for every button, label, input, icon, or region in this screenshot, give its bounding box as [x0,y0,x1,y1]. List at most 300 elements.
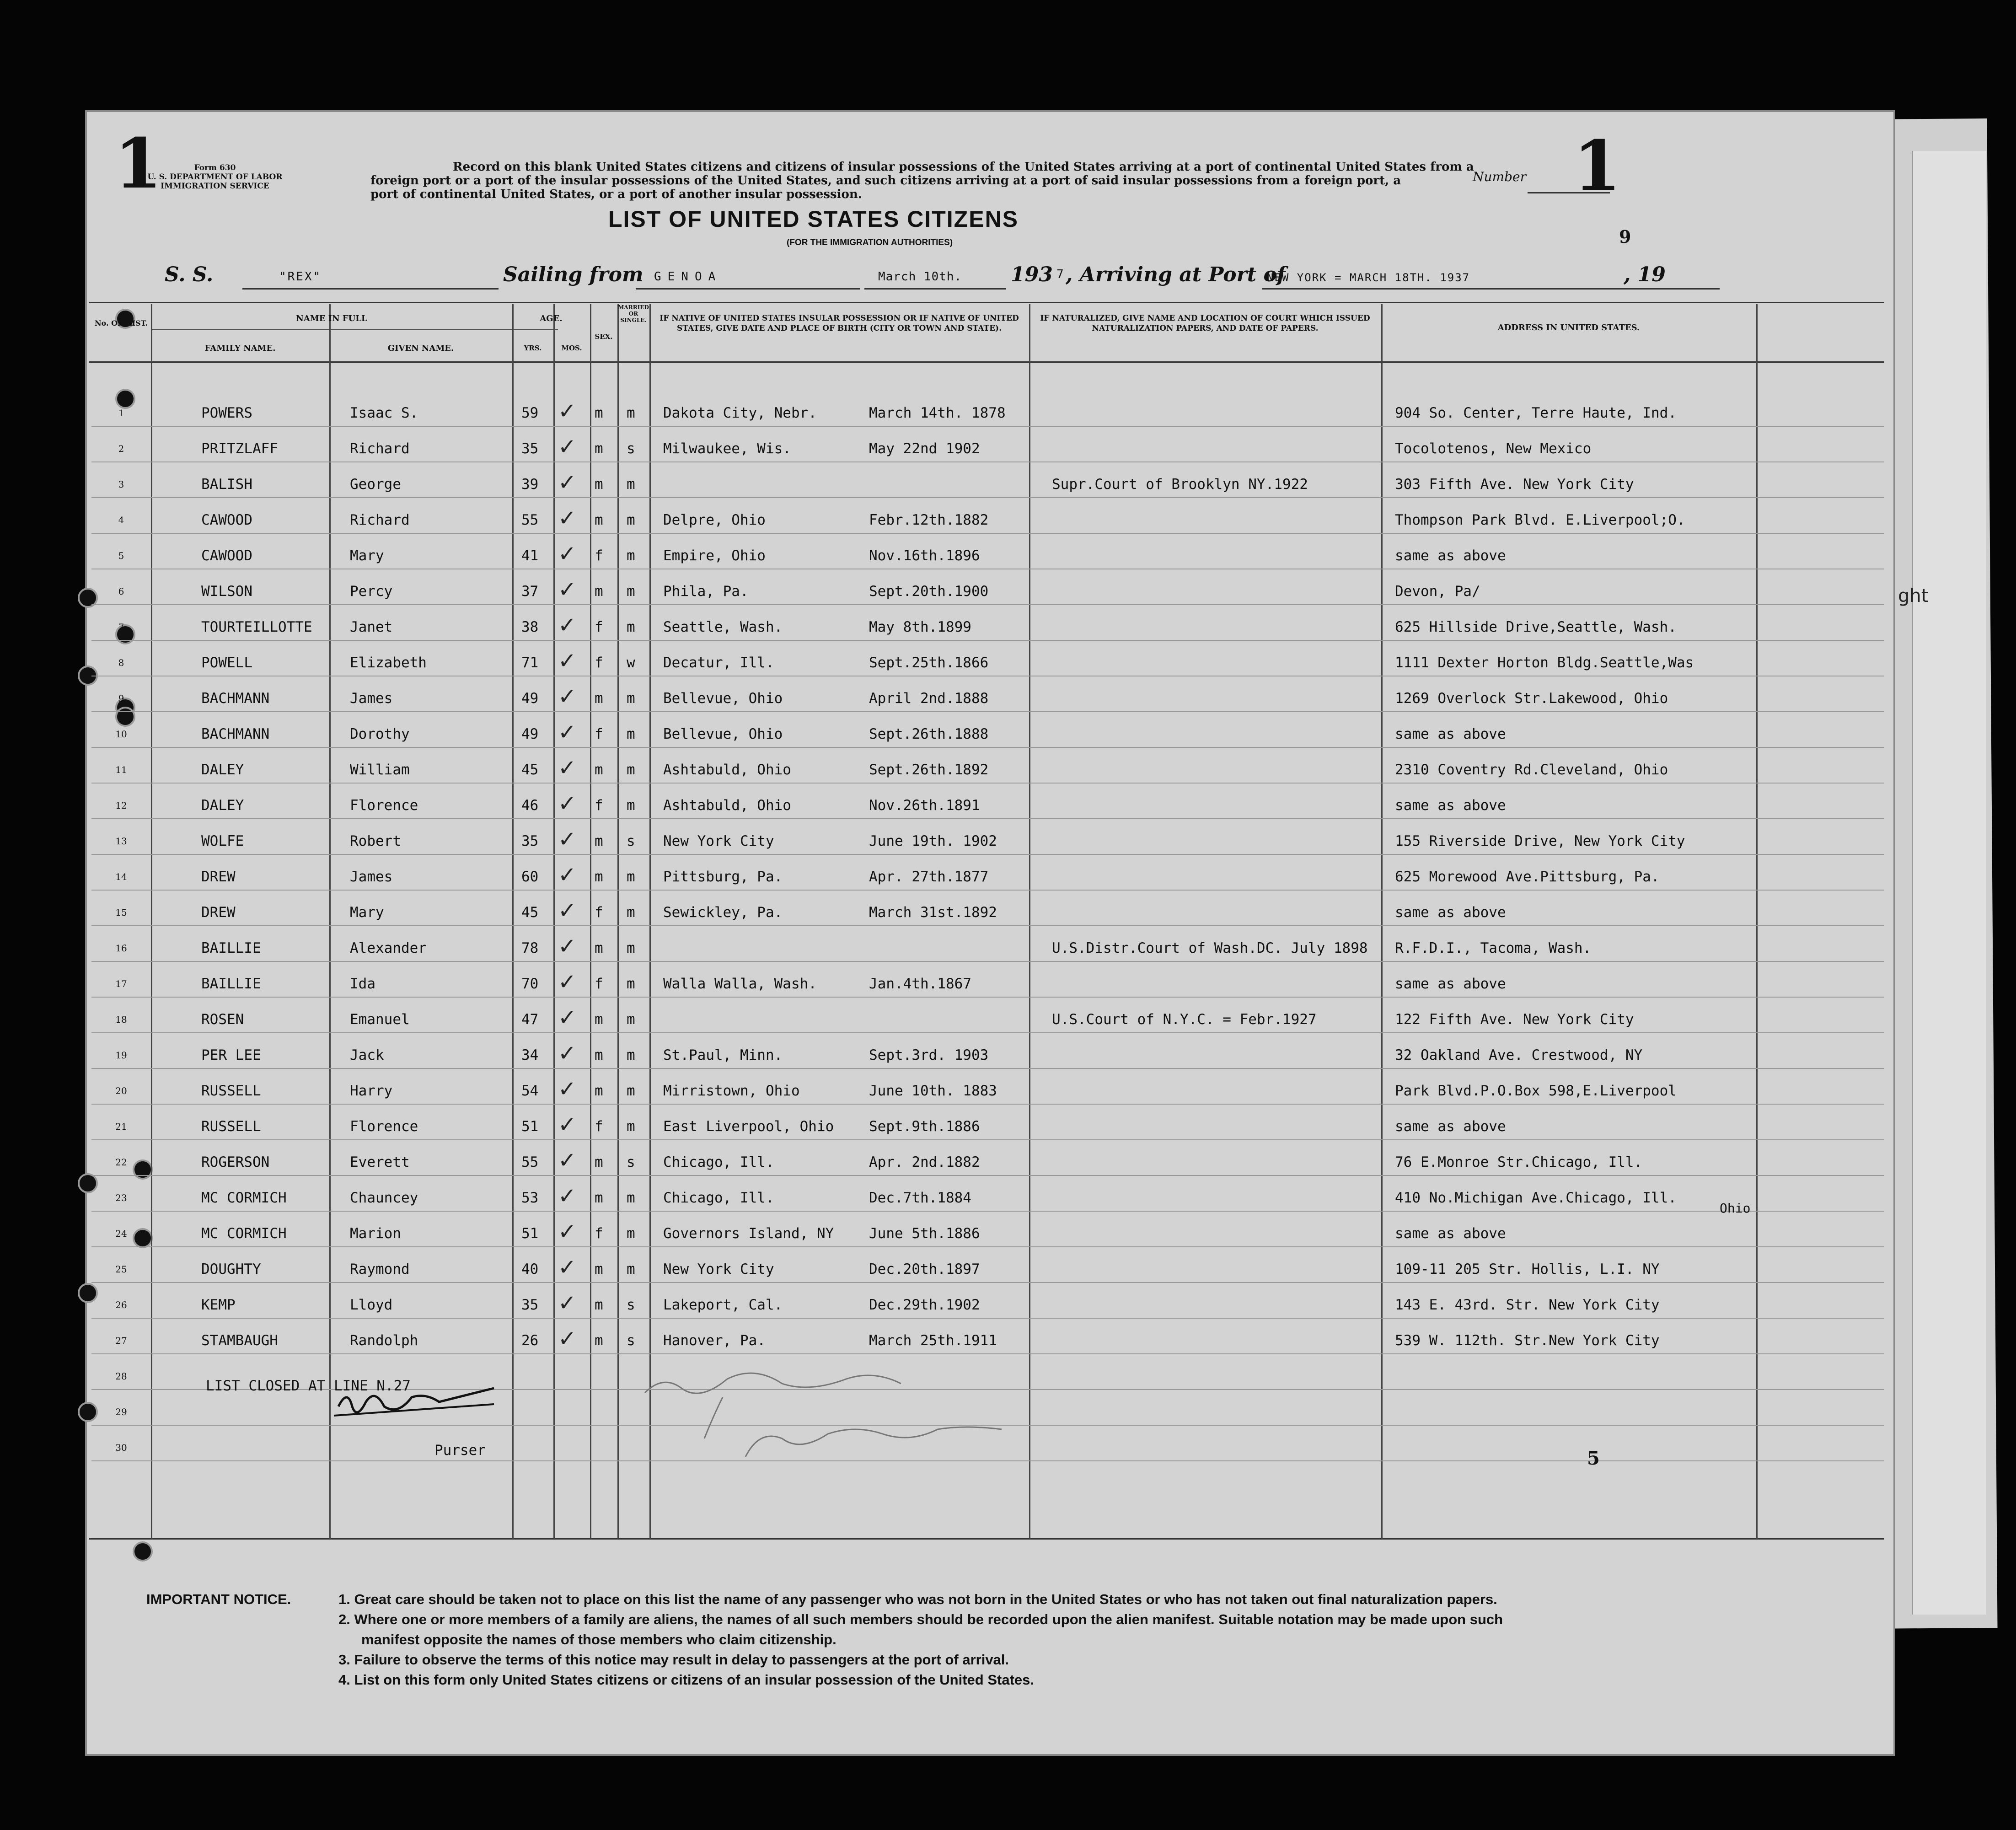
purser-signature [329,1379,503,1425]
cell-age: 51 [521,1118,539,1135]
cell-address: same as above [1395,797,1506,814]
cell-address: 76 E.Monroe Str.Chicago, Ill. [1395,1154,1643,1170]
cell-family: ROGERSON [201,1154,270,1170]
cell-date: Nov.26th.1891 [869,797,980,814]
intro-text [370,160,1514,201]
row-number: 15 [115,907,127,918]
cell-family: KEMP [201,1297,236,1313]
cell-address: 1269 Overlock Str.Lakewood, Ohio [1395,690,1668,707]
cell-address: 625 Hillside Drive,Seattle, Wash. [1395,619,1677,635]
check-mark-icon: ✓ [558,541,577,567]
cell-sex: f [595,726,603,742]
cell-family: ROSEN [201,1011,244,1028]
check-mark-icon: ✓ [558,612,577,638]
cell-family: MC CORMICH [201,1190,287,1206]
cell-given: Ida [350,976,375,992]
cell-ms: m [627,512,635,528]
cell-given: Harry [350,1083,393,1099]
cell-sex: m [595,762,603,778]
cell-given: William [350,762,410,778]
cell-ms: m [627,976,635,992]
cell-age: 51 [521,1225,539,1242]
cell-ms: m [627,940,635,956]
number-value: 1 [1573,126,1621,206]
cell-date: March 25th.1911 [869,1332,997,1349]
row-rule [91,1068,1884,1069]
row-rule [91,1246,1884,1247]
cell-ms: s [627,440,635,457]
cell-address: 2310 Coventry Rd.Cleveland, Ohio [1395,762,1668,778]
cell-given: George [350,476,401,493]
cell-family: BACHMANN [201,726,270,742]
ss-label: S. S. [165,263,214,286]
cell-sex: m [595,583,603,600]
cell-family: BAILLIE [201,976,261,992]
row-rule [91,711,1884,712]
ship-name: "REX" [279,270,322,284]
row-rule [91,497,1884,498]
cell-ms: m [627,1083,635,1099]
cell-given: James [350,690,393,707]
cell-place: New York City [663,833,774,849]
cell-given: Chauncey [350,1190,418,1206]
cell-date: May 8th.1899 [869,619,971,635]
col-header-birth: IF NATIVE OF UNITED STATES INSULAR POSSESSION OR IF NATIVE OF UNITED STATES, GIVE DATE AND PLACE OF BIRTH (CITY OR TOWN AND STATE). [659,314,1019,333]
col-header-no: No. ON LIST. [95,319,148,327]
notice-item: 1. Great care should be taken not to place on this list the name of any passenger who was not born in the United States or who has not taken out final naturalization papers. [338,1591,1497,1607]
cell-age: 70 [521,976,539,992]
cell-family: DALEY [201,797,244,814]
cell-date: Sept.26th.1892 [869,762,989,778]
cell-ms: m [627,797,635,814]
check-mark-icon: ✓ [558,648,577,674]
check-mark-icon: ✓ [558,434,577,460]
cell-given: Mary [350,904,384,921]
sail-date: March 10th. [878,270,962,284]
cell-given: Marion [350,1225,401,1242]
cell-date: March 14th. 1878 [869,405,1006,421]
cell-date: June 10th. 1883 [869,1083,997,1099]
cell-given: Everett [350,1154,410,1170]
cell-place: Bellevue, Ohio [663,690,783,707]
form-line: U. S. DEPARTMENT OF LABOR [147,172,283,182]
row-number: 24 [115,1228,127,1239]
cell-family: STAMBAUGH [201,1332,278,1349]
row-number: 21 [115,1121,127,1132]
col-header-mos: MOS. [561,344,582,352]
cell-family: DOUGHTY [201,1261,261,1277]
col-header-naturalized: IF NATURALIZED, GIVE NAME AND LOCATION OF COURT WHICH ISSUED NATURALIZATION PAPERS, AND DATE OF PAPERS. [1040,314,1370,333]
cell-sex: m [595,690,603,707]
notice-item: 4. List on this form only United States citizens or citizens of an insular possession of the United States. [338,1672,1034,1688]
notice-item: 3. Failure to observe the terms of this notice may result in delay to passengers at the port of arrival. [338,1652,1009,1668]
sailing-label: Sailing from [503,263,643,286]
row-number: 10 [115,729,127,740]
cell-place: Empire, Ohio [663,547,766,564]
cell-ms: m [627,619,635,635]
cell-age: 37 [521,583,539,600]
cell-address: 1111 Dexter Horton Bldg.Seattle,Was [1395,655,1694,671]
cell-address: same as above [1395,904,1506,921]
cell-family: DREW [201,904,236,921]
cell-place: Ashtabuld, Ohio [663,797,791,814]
cell-given: Robert [350,833,401,849]
row-number: 17 [115,978,127,989]
cell-place: Phila, Pa. [663,583,749,600]
cell-age: 59 [521,405,539,421]
row-rule [91,890,1884,891]
cell-ms: s [627,833,635,849]
row-number: 3 [118,479,124,490]
cell-given: Isaac S. [350,405,418,421]
cell-date: March 31st.1892 [869,904,997,921]
cell-place: Bellevue, Ohio [663,726,783,742]
date-underline [864,288,1006,290]
cell-ms: m [627,476,635,493]
cell-date: Apr. 2nd.1882 [869,1154,980,1170]
check-mark-icon: ✓ [558,898,577,923]
cell-given: Lloyd [350,1297,393,1313]
row-number: 11 [115,764,127,775]
cell-address: R.F.D.I., Tacoma, Wash. [1395,940,1592,956]
cell-sex: f [595,797,603,814]
cell-ms: m [627,1118,635,1135]
cell-address: 303 Fifth Ave. New York City [1395,476,1634,493]
cell-sex: m [595,1297,603,1313]
row-number: 29 [115,1406,127,1417]
cell-place: Chicago, Ill. [663,1154,774,1170]
cell-given: Jack [350,1047,384,1063]
check-mark-icon: ✓ [558,1219,577,1245]
cell-date: Sept.26th.1888 [869,726,989,742]
cell-family: CAWOOD [201,547,252,564]
cell-place: Delpre, Ohio [663,512,766,528]
check-mark-icon: ✓ [558,684,577,709]
cell-place: New York City [663,1261,774,1277]
row-rule [91,604,1884,605]
page-count: 5 [1587,1448,1600,1469]
arrival-info: NEW YORK = MARCH 18TH. 1937 [1267,271,1470,284]
cell-sex: m [595,1332,603,1349]
cell-sex: f [595,619,603,635]
cell-address: 32 Oakland Ave. Crestwood, NY [1395,1047,1643,1063]
cell-family: DREW [201,869,236,885]
cell-date: Sept.3rd. 1903 [869,1047,989,1063]
cell-ms: m [627,1011,635,1028]
cell-address: 122 Fifth Ave. New York City [1395,1011,1634,1028]
check-mark-icon: ✓ [558,862,577,888]
cell-address: 155 Riverside Drive, New York City [1395,833,1685,849]
row-number: 9 [118,693,124,704]
cell-sex: m [595,405,603,421]
cell-given: Janet [350,619,393,635]
cell-family: BAILLIE [201,940,261,956]
row-rule [91,925,1884,926]
intro-line: foreign port or a port of the insular possessions of the United States, and such citizens arriving at a port of said insular possessions from a foreign port, a [370,174,1401,188]
cell-date: Apr. 27th.1877 [869,869,989,885]
check-mark-icon: ✓ [558,577,577,602]
check-mark-icon: ✓ [558,1148,577,1173]
row-number: 23 [115,1192,127,1203]
ship-underline [242,288,499,290]
address-note: Ohio [1720,1201,1751,1216]
cell-age: 55 [521,1154,539,1170]
row-number: 7 [118,622,124,633]
cell-address: same as above [1395,1225,1506,1242]
cell-place: Sewickley, Pa. [663,904,783,921]
cell-date: April 2nd.1888 [869,690,989,707]
intro-line: port of continental United States, or a port of another insular possession. [370,188,862,201]
row-rule [91,818,1884,819]
cell-date: May 22nd 1902 [869,440,980,457]
edge-text: ght [1898,585,1929,606]
year-digit: 7 [1056,268,1065,281]
check-mark-icon: ✓ [558,398,577,424]
check-mark-icon: ✓ [558,470,577,495]
notice-item: manifest opposite the names of those members who claim citizenship. [361,1631,836,1648]
cell-given: Mary [350,547,384,564]
cell-place: Governors Island, NY [663,1225,834,1242]
row-rule [91,1318,1884,1319]
cell-address: Thompson Park Blvd. E.Liverpool;O. [1395,512,1685,528]
cell-family: PRITZLAFF [201,440,278,457]
cell-place: Mirristown, Ohio [663,1083,800,1099]
cell-nat: U.S.Distr.Court of Wash.DC. July 1898 [1052,940,1368,956]
page-title: LIST OF UNITED STATES CITIZENS [608,206,1019,232]
cell-date: Jan.4th.1867 [869,976,971,992]
cell-age: 47 [521,1011,539,1028]
row-rule [91,1282,1884,1283]
row-number: 22 [115,1157,127,1168]
cell-age: 71 [521,655,539,671]
important-notice [146,1589,1839,1690]
cell-address: same as above [1395,976,1506,992]
cell-place: Milwaukee, Wis. [663,440,791,457]
row-rule [91,1139,1884,1140]
cell-ms: m [627,547,635,564]
cell-sex: f [595,1225,603,1242]
intro-line: Record on this blank United States citizens and citizens of insular possessions of the United States arriving at a port of continental United States from a [453,160,1474,174]
row-rule [91,1175,1884,1176]
check-mark-icon: ✓ [558,1326,577,1352]
year-printed: 193 [1011,263,1053,286]
cell-date: Sept.20th.1900 [869,583,989,600]
check-mark-icon: ✓ [558,934,577,959]
name-age-subline [151,329,558,330]
cell-given: Alexander [350,940,427,956]
cell-nat: U.S.Court of N.Y.C. = Febr.1927 [1052,1011,1317,1028]
page-subtitle: (FOR THE IMMIGRATION AUTHORITIES) [787,238,953,247]
cell-sex: m [595,1011,603,1028]
cell-age: 41 [521,547,539,564]
cell-given: James [350,869,393,885]
row-rule [91,1104,1884,1105]
cell-sex: m [595,512,603,528]
cell-given: Emanuel [350,1011,410,1028]
cell-given: Richard [350,440,410,457]
cell-sex: m [595,1154,603,1170]
cell-address: Park Blvd.P.O.Box 598,E.Liverpool [1395,1083,1677,1099]
cell-family: TOURTEILLOTTE [201,619,312,635]
row-rule [91,1353,1884,1354]
cell-family: MC CORMICH [201,1225,287,1242]
cell-family: POWELL [201,655,252,671]
cell-sex: m [595,1261,603,1277]
cell-sex: f [595,976,603,992]
row-number: 20 [115,1085,127,1096]
cell-place: Decatur, Ill. [663,655,774,671]
check-mark-icon: ✓ [558,1112,577,1138]
cell-age: 60 [521,869,539,885]
cell-address: same as above [1395,1118,1506,1135]
cell-age: 38 [521,619,539,635]
row-rule [91,783,1884,784]
check-mark-icon: ✓ [558,1076,577,1102]
col-header-address: ADDRESS IN UNITED STATES. [1497,323,1640,333]
cell-age: 35 [521,1297,539,1313]
cell-sex: f [595,655,603,671]
cell-address: Devon, Pa/ [1395,583,1480,600]
row-number: 25 [115,1264,127,1275]
cell-date: Sept.25th.1866 [869,655,989,671]
cell-family: PER LEE [201,1047,261,1063]
cell-address: 109-11 205 Str. Hollis, L.I. NY [1395,1261,1660,1277]
cell-sex: f [595,547,603,564]
cell-family: RUSSELL [201,1118,261,1135]
cell-given: Richard [350,512,410,528]
row-rule [91,961,1884,962]
cell-ms: m [627,690,635,707]
check-mark-icon: ✓ [558,505,577,531]
cell-age: 40 [521,1261,539,1277]
cell-age: 49 [521,726,539,742]
cell-ms: m [627,1047,635,1063]
cell-ms: s [627,1154,635,1170]
check-mark-icon: ✓ [558,719,577,745]
cell-ms: m [627,762,635,778]
cell-address: 410 No.Michigan Ave.Chicago, Ill. [1395,1190,1677,1206]
sheet-number: 1 [114,123,162,204]
punch-hole [133,1541,153,1562]
cell-ms: w [627,655,635,671]
port-underline [636,288,860,290]
cell-age: 34 [521,1047,539,1063]
cell-date: Nov.16th.1896 [869,547,980,564]
cell-given: Florence [350,1118,418,1135]
cell-date: Dec.29th.1902 [869,1297,980,1313]
row-rule [91,997,1884,998]
row-number: 8 [118,657,124,668]
cell-given: Florence [350,797,418,814]
cell-date: Dec.7th.1884 [869,1190,971,1206]
col-header-sex: SEX. [595,333,613,341]
cell-sex: m [595,869,603,885]
row-number: 13 [115,836,127,847]
cell-place: Seattle, Wash. [663,619,783,635]
from-port: GENOA [654,270,722,284]
cell-family: BALISH [201,476,252,493]
cell-date: Dec.20th.1897 [869,1261,980,1277]
cell-age: 54 [521,1083,539,1099]
cell-age: 78 [521,940,539,956]
cell-sex: m [595,1047,603,1063]
row-number: 26 [115,1299,127,1310]
col-header-yrs: YRS. [524,344,542,352]
page-mark: 9 [1619,226,1631,247]
row-rule [91,640,1884,641]
cell-place: Dakota City, Nebr. [663,405,817,421]
cell-given: Elizabeth [350,655,427,671]
cell-given: Dorothy [350,726,410,742]
arrival-underline [1262,288,1720,290]
cell-age: 45 [521,904,539,921]
row-rule [91,854,1884,855]
cell-place: Ashtabuld, Ohio [663,762,791,778]
cell-family: DALEY [201,762,244,778]
cell-age: 55 [521,512,539,528]
list-closed-note: LIST CLOSED AT LINE N.27 [206,1378,411,1394]
cell-address: Tocolotenos, New Mexico [1395,440,1592,457]
check-mark-icon: ✓ [558,755,577,781]
col-header-married: MARRIED OR SINGLE. [618,304,649,323]
row-rule [91,1211,1884,1212]
cell-sex: f [595,1118,603,1135]
end-year: , 19 [1624,263,1666,286]
col-header-age: AGE. [540,314,563,323]
cell-sex: m [595,1190,603,1206]
check-mark-icon: ✓ [558,1041,577,1066]
form-info [146,163,284,191]
check-mark-icon: ✓ [558,969,577,995]
check-mark-icon: ✓ [558,826,577,852]
cell-address: 625 Morewood Ave.Pittsburg, Pa. [1395,869,1660,885]
cell-ms: m [627,904,635,921]
row-number: 30 [115,1442,127,1453]
col-header-given: GIVEN NAME. [387,343,454,353]
cell-place: Hanover, Pa. [663,1332,766,1349]
cell-family: CAWOOD [201,512,252,528]
cell-sex: f [595,904,603,921]
form-line: Form 630 [194,163,236,172]
cell-family: WOLFE [201,833,244,849]
inspector-signature [627,1365,1221,1475]
col-header-family: FAMILY NAME. [204,343,276,353]
cell-date: June 19th. 1902 [869,833,997,849]
cell-ms: s [627,1332,635,1349]
cell-date: Sept.9th.1886 [869,1118,980,1135]
cell-sex: m [595,476,603,493]
check-mark-icon: ✓ [558,791,577,816]
cell-ms: s [627,1297,635,1313]
cell-sex: m [595,940,603,956]
cell-address: 143 E. 43rd. Str. New York City [1395,1297,1660,1313]
notice-item: 2. Where one or more members of a family are aliens, the names of all such members should be recorded upon the alien manifest. Suitable notation may be made upon such [338,1611,1503,1627]
col-header-name: NAME IN FULL [296,314,367,323]
cell-family: BACHMANN [201,690,270,707]
row-number: 6 [118,586,124,597]
cell-ms: m [627,583,635,600]
cell-family: POWERS [201,405,252,421]
cell-age: 53 [521,1190,539,1206]
cell-age: 35 [521,440,539,457]
cell-address: 539 W. 112th. Str.New York City [1395,1332,1660,1349]
cell-given: Percy [350,583,393,600]
cell-place: Walla Walla, Wash. [663,976,817,992]
row-number: 14 [115,871,127,882]
row-number: 12 [115,800,127,811]
cell-ms: m [627,405,635,421]
cell-address: same as above [1395,726,1506,742]
